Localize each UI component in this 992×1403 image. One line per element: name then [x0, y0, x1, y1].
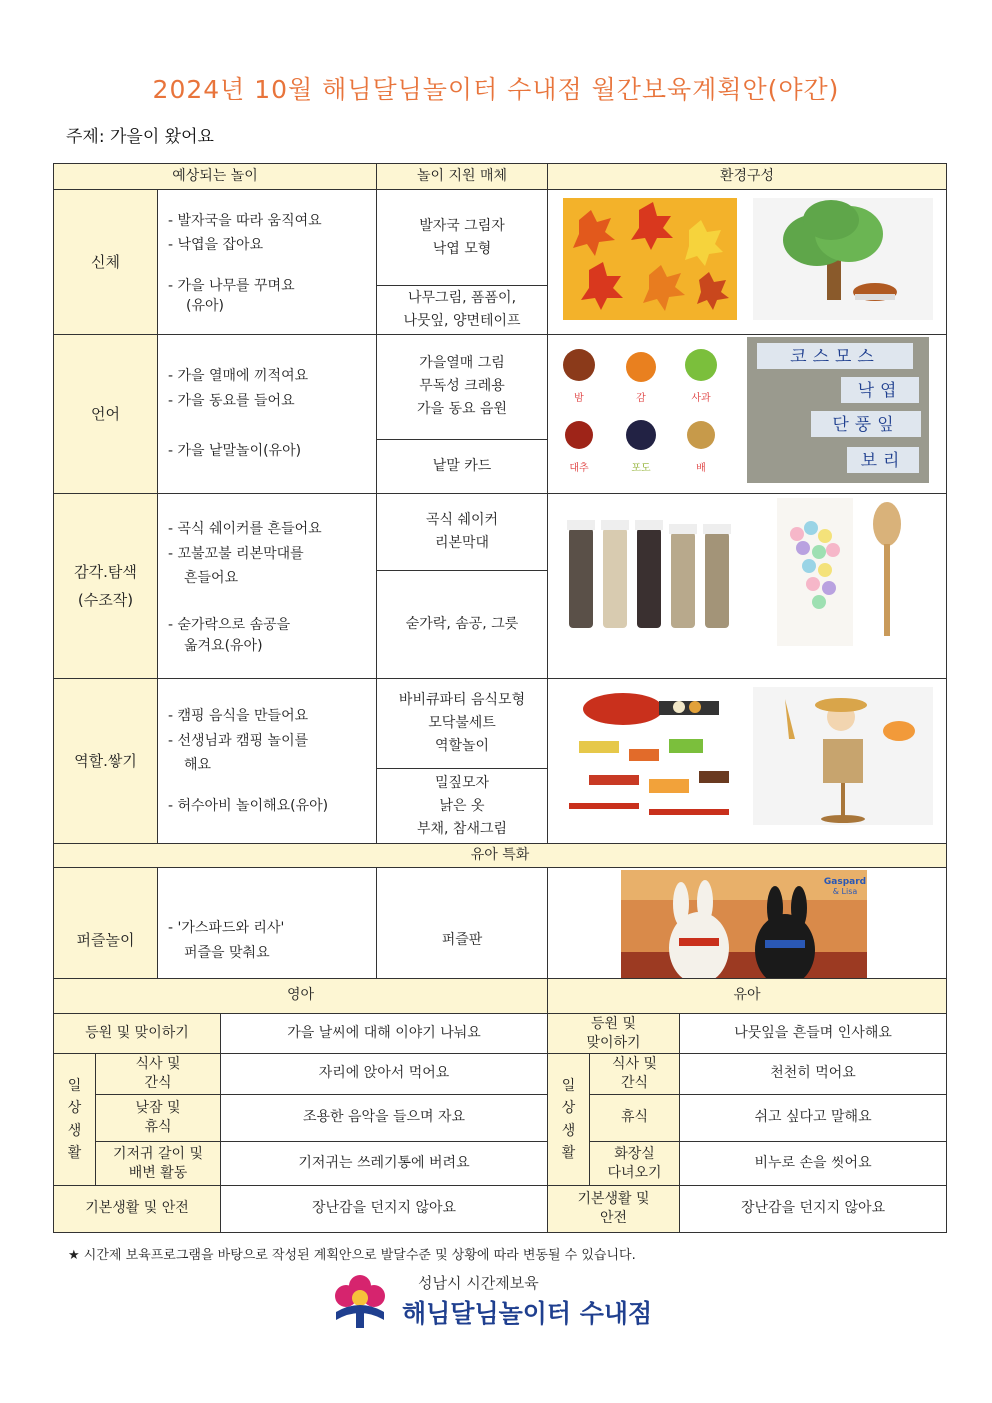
svg-text:코스모스: 코스모스 [789, 347, 880, 368]
footnote: ★ 시간제 보육프로그램을 바탕으로 작성된 계획안으로 발달수준 및 상황에 따라 변동될 수 있습니다. [68, 1248, 636, 1263]
logo-subtitle: 성남시 시간제보육 [418, 1274, 539, 1292]
svg-text:보리: 보리 [860, 451, 905, 472]
infant-arrival-value: 가을 날씨에 대해 이야기 나눠요 [221, 1014, 548, 1054]
infant-diaper-label: 기저귀 갈이 및 배변 활동 [96, 1142, 221, 1186]
infant-safety-value: 장난감을 던지지 않아요 [221, 1186, 548, 1233]
language-environment [548, 335, 947, 494]
logo-name: 해님달님놀이터 수내점 [402, 1299, 653, 1328]
bbq-food-toys-image [563, 687, 743, 829]
language-plays: - 가을 열매에 끼적여요 - 가을 동요를 들어요 - 가을 낱말놀이(유아) [158, 335, 377, 494]
grain-shakers-image [567, 520, 731, 628]
svg-text:사과: 사과 [690, 393, 711, 405]
logo [330, 1268, 670, 1330]
daily-life-table [53, 978, 947, 1233]
header-support-media: 놀이 지원 매체 [377, 164, 548, 190]
svg-text:배: 배 [695, 463, 706, 475]
header-expected-play: 예상되는 놀이 [54, 164, 377, 190]
toddler-header: 유아 [548, 979, 947, 1014]
toddler-toilet-value: 비누로 손을 씻어요 [680, 1142, 947, 1186]
toddler-daily-life-label: 일 상 생 활 [548, 1054, 590, 1186]
puzzle-plays: - '가스파드와 리사' 퍼즐을 맞춰요 [158, 868, 377, 1013]
role-play-media-b: 밀짚모자 낡은 옷 부채, 참새그림 [377, 769, 548, 844]
category-language: 언어 [54, 335, 158, 494]
logo-flower-icon [330, 1270, 390, 1330]
infant-nap-value: 조용한 음악을 들으며 자요 [221, 1095, 548, 1142]
autumn-fruits-image [557, 341, 737, 481]
infant-safety-label: 기본생활 및 안전 [54, 1186, 221, 1233]
sensory-media-a: 곡식 쉐이커 리본막대 [377, 494, 548, 570]
sensory-environment [548, 494, 947, 679]
role-play-environment [548, 679, 947, 844]
language-media-b: 낱말 카드 [377, 439, 548, 493]
infant-nap-label: 낮잠 및 휴식 [96, 1095, 221, 1142]
puzzle-media: 퍼즐판 [377, 868, 548, 1013]
svg-text:포도: 포도 [630, 463, 651, 475]
svg-text:밤: 밤 [573, 393, 584, 405]
svg-text:& Lisa: & Lisa [832, 887, 857, 897]
toddler-safety-value: 장난감을 던지지 않아요 [680, 1186, 947, 1233]
toddler-toilet-label: 화장실 다녀오기 [590, 1142, 680, 1186]
toddler-arrival-label: 등원 및 맞이하기 [548, 1014, 680, 1054]
svg-text:대추: 대추 [568, 463, 589, 475]
pompom-spoon-image [777, 498, 913, 646]
svg-text:낙엽: 낙엽 [857, 381, 902, 402]
header-environment: 환경구성 [548, 164, 947, 190]
toddler-rest-value: 쉬고 싶다고 말해요 [680, 1095, 947, 1142]
sensory-media-b: 숟가락, 솜공, 그릇 [377, 570, 548, 679]
infant-diaper-value: 기저귀는 쓰레기통에 버려요 [221, 1142, 548, 1186]
physical-environment [548, 190, 947, 335]
physical-media-a: 발자국 그림자 낙엽 모형 [377, 190, 548, 286]
infant-header: 영아 [54, 979, 548, 1014]
toddler-safety-label: 기본생활 및 안전 [548, 1186, 680, 1233]
svg-text:단풍잎: 단풍잎 [831, 415, 900, 436]
category-role-play: 역할.쌓기 [54, 679, 158, 844]
role-play-plays: - 캠핑 음식을 만들어요 - 선생님과 캠핑 놀이를 해요 - 허수아비 놀이해요(유아) [158, 679, 377, 844]
infant-meal-value: 자리에 앉아서 먹어요 [221, 1054, 548, 1095]
toddler-rest-label: 휴식 [590, 1095, 680, 1142]
page-title: 2024년 10월 해님달님놀이터 수내점 월간보육계획안(야간) [152, 75, 840, 104]
autumn-leaves-image [563, 198, 737, 320]
toddler-meal-label: 식사 및 간식 [590, 1054, 680, 1095]
toddler-meal-value: 천천히 먹어요 [680, 1054, 947, 1095]
physical-plays: - 발자국을 따라 움직여요 - 낙엽을 잡아요 - 가을 나무를 꾸며요 (유아) [158, 190, 377, 335]
infant-arrival-label: 등원 및 맞이하기 [54, 1014, 221, 1054]
autumn-tree-image [753, 198, 933, 320]
toddler-arrival-value: 나뭇잎을 흔들며 인사해요 [680, 1014, 947, 1054]
subject: 주제: 가을이 왔어요 [66, 127, 214, 147]
infant-meal-label: 식사 및 간식 [96, 1054, 221, 1095]
plan-table [53, 163, 947, 1014]
physical-media-b: 나무그림, 폼폼이, 나뭇잎, 양면테이프 [377, 286, 548, 335]
svg-text:Gaspard: Gaspard [823, 877, 866, 888]
word-cards-image [747, 337, 929, 483]
category-sensory: 감각.탐색 (수조작) [54, 494, 158, 679]
svg-text:감: 감 [635, 393, 646, 405]
special-header: 유아 특화 [54, 844, 947, 868]
language-media-a: 가을열매 그림 무독성 크레용 가을 동요 음원 [377, 335, 548, 440]
role-play-media-a: 바비큐파티 음식모형 모닥불세트 역할놀이 [377, 679, 548, 769]
infant-daily-life-label: 일 상 생 활 [54, 1054, 96, 1186]
category-physical: 신체 [54, 190, 158, 335]
category-puzzle: 퍼즐놀이 [54, 868, 158, 1013]
sensory-plays: - 곡식 쉐이커를 흔들어요 - 꼬불꼬불 리본막대를 흔들어요 - 숟가락으로 솜공을 옮겨요(유아) [158, 494, 377, 679]
scarecrow-image [753, 687, 933, 825]
